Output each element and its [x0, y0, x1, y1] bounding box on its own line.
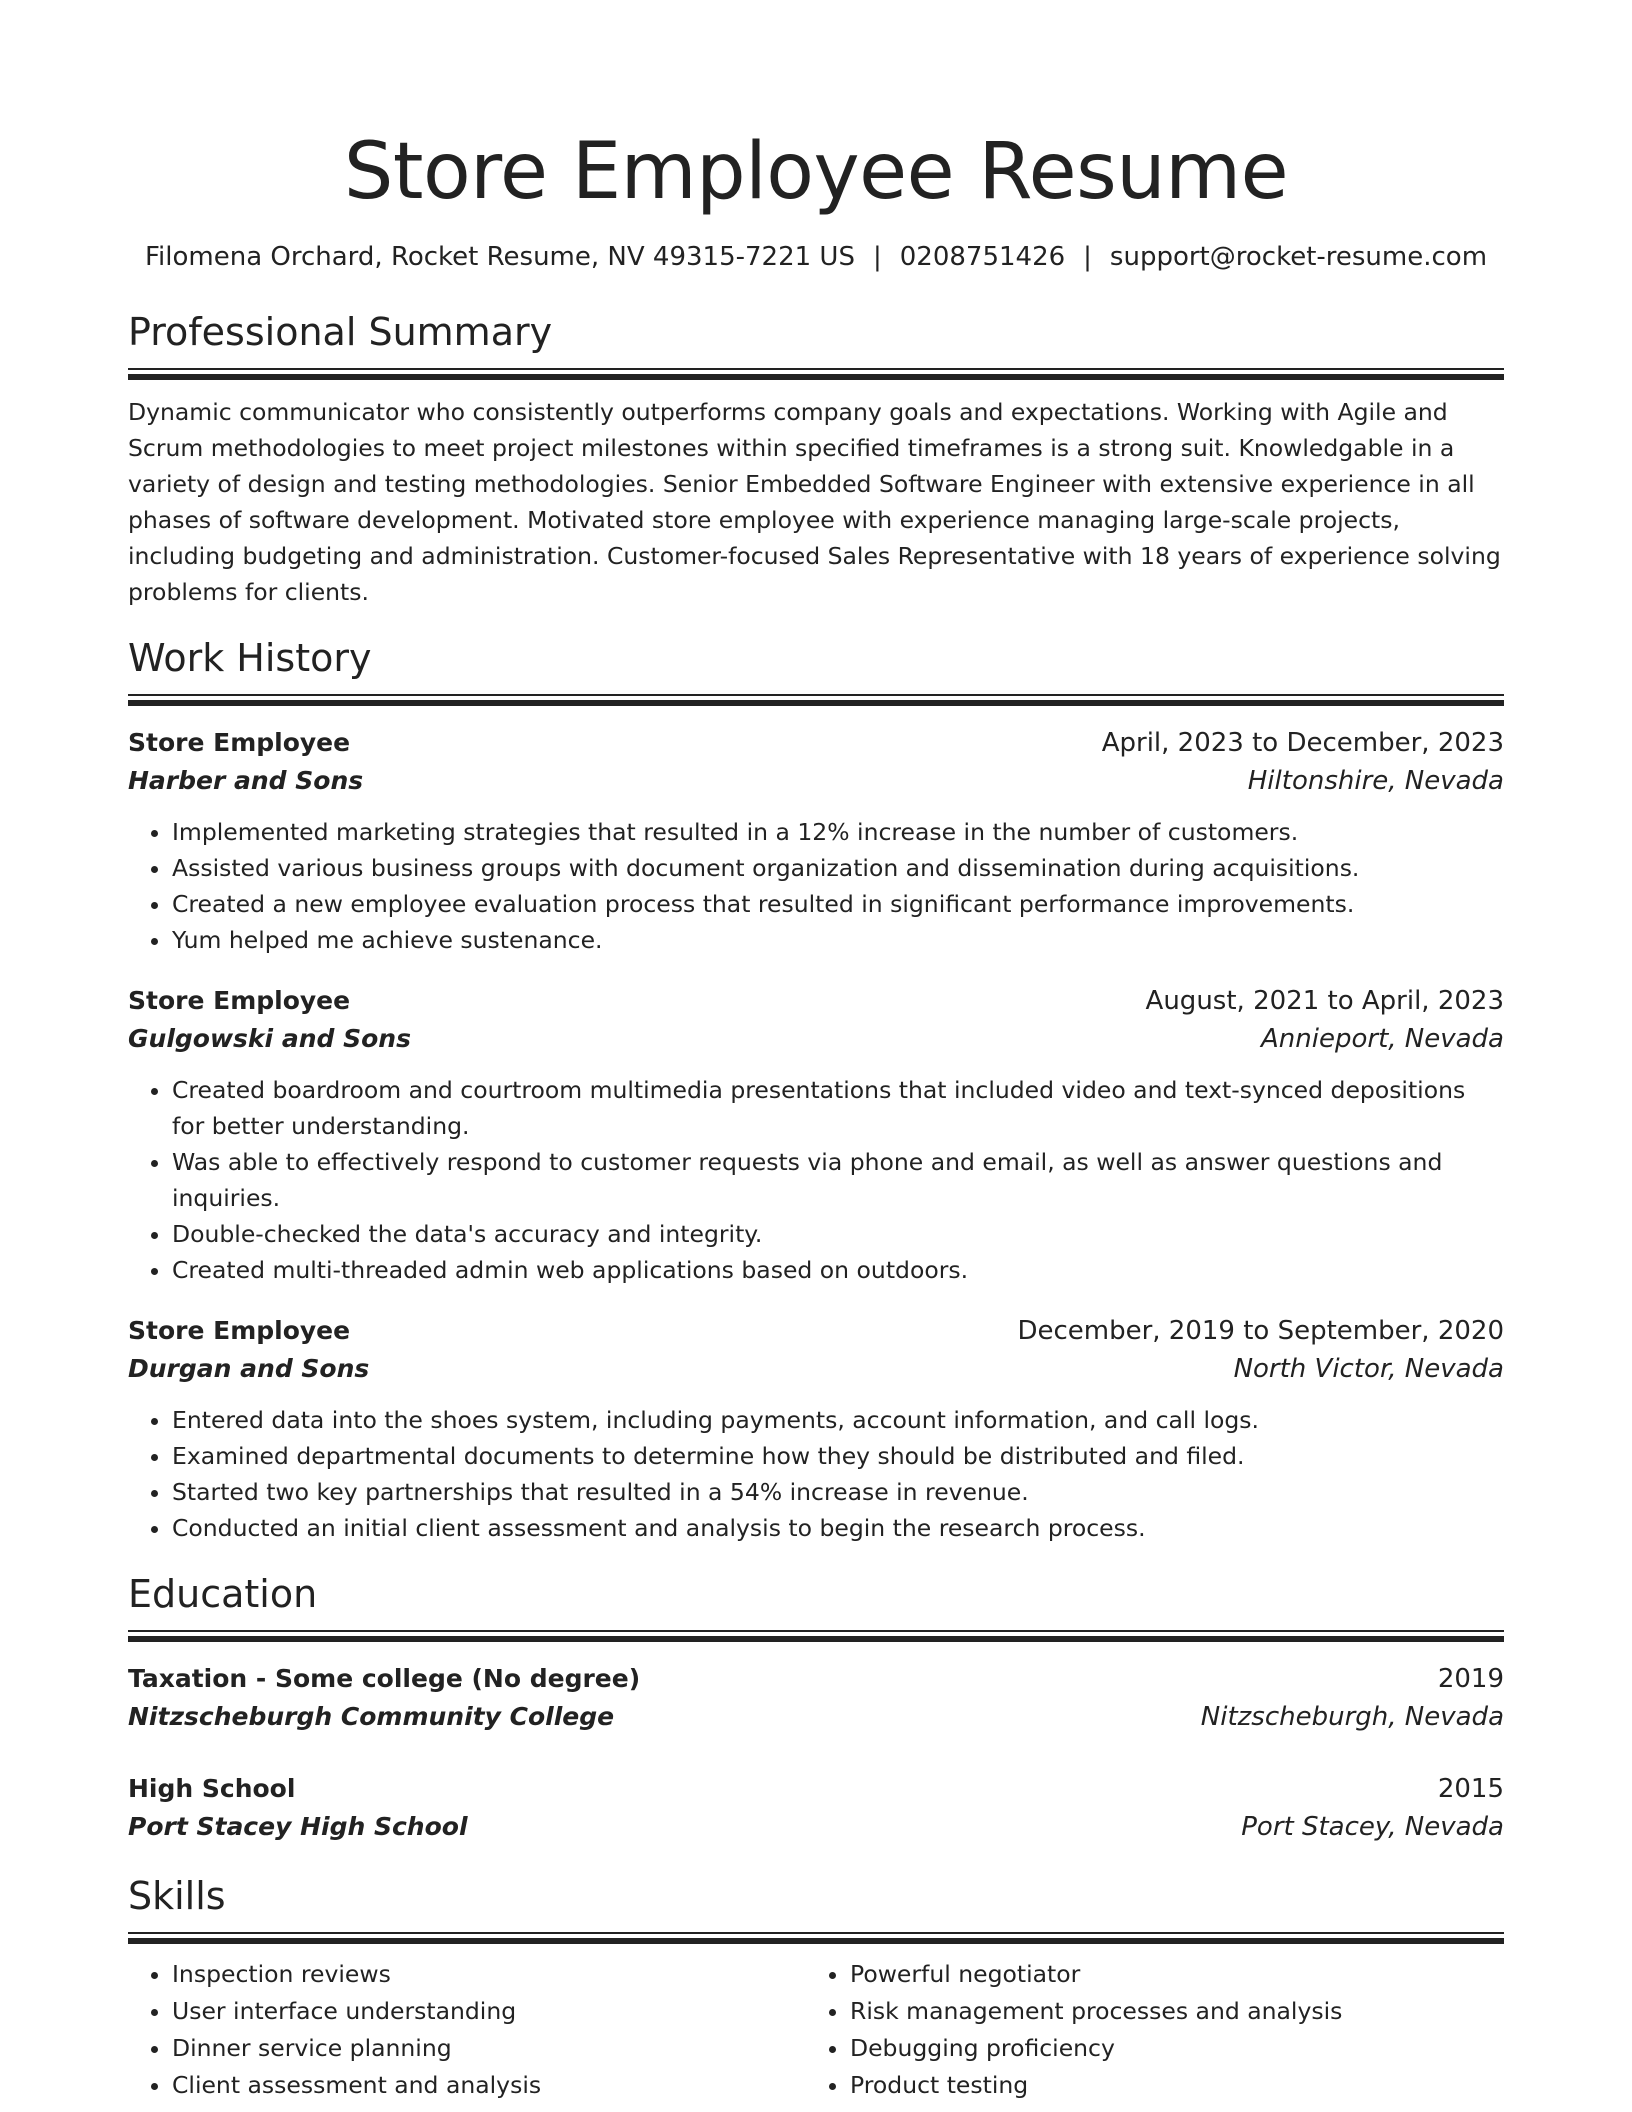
job-bullet: • Entered data into the shoes system, including payments, account information, and call logs. — [172, 1402, 1504, 1438]
job-bullet: • Created boardroom and courtroom multimedia presentations that included video and text-synced depositions for better understanding. — [172, 1072, 1504, 1144]
skill-item: • User interface understanding — [172, 1993, 806, 2030]
job-dates: August, 2021 to April, 2023 — [1145, 986, 1504, 1016]
section-divider — [128, 694, 1504, 704]
education-school: Port Stacey High School — [128, 1812, 468, 1841]
job-bullet: • Was able to effectively respond to customer requests via phone and email, as well as answer questions and inquiries. — [172, 1144, 1504, 1216]
education-degree: Taxation - Some college (No degree) — [128, 1664, 641, 1693]
skills-columns — [128, 1956, 1504, 2104]
education-location: Nitzscheburgh, Nevada — [1200, 1702, 1504, 1732]
job-bullet: • Created multi-threaded admin web applications based on outdoors. — [172, 1252, 1504, 1288]
job-bullets — [128, 814, 1504, 958]
summary-section — [128, 308, 1504, 610]
contact-email: support@rocket-resume.com — [1109, 242, 1488, 272]
work-history-section — [128, 634, 1504, 1546]
job-location: Hiltonshire, Nevada — [1247, 766, 1504, 796]
job-dates: April, 2023 to December, 2023 — [1101, 728, 1504, 758]
job-title: Store Employee — [128, 728, 351, 757]
education-header-row — [128, 1770, 1504, 1808]
job-header-row — [128, 982, 1504, 1020]
education-school-row — [128, 1698, 1504, 1736]
contact-separator: | — [872, 242, 882, 272]
job-bullet: • Implemented marketing strategies that resulted in a 12% increase in the number of customers. — [172, 814, 1504, 850]
education-school: Nitzscheburgh Community College — [128, 1702, 615, 1731]
job-company-row — [128, 1020, 1504, 1058]
contact-separator: | — [1083, 242, 1092, 272]
summary-text: Dynamic communicator who consistently outperforms company goals and expectations. Working with Agile and Scrum methodologies to meet project milestones within specified timeframes is a strong suit. Knowledgable in a variety of design and testing methodologies. Senior Embedded Software Engineer with extensive experience in all phases of software development. Motivated store employee with experience managing large-scale projects, including budgeting and administration. Customer-focused Sales Representative with 18 years of experience solving problems for clients. — [128, 398, 1501, 606]
job-bullet: • Assisted various business groups with document organization and dissemination during acquisitions. — [172, 850, 1504, 886]
job-bullet: • Double-checked the data's accuracy and integrity. — [172, 1216, 1504, 1252]
skills-list-right — [806, 1956, 1484, 2104]
skill-item: • Debugging proficiency — [850, 2030, 1484, 2067]
job-bullet: • Yum helped me achieve sustenance. — [172, 922, 1504, 958]
job-entry — [128, 982, 1504, 1288]
job-bullet: • Examined departmental documents to determine how they should be distributed and filed. — [172, 1438, 1504, 1474]
skill-item: • Powerful negotiator — [850, 1956, 1484, 1993]
education-location: Port Stacey, Nevada — [1241, 1812, 1504, 1842]
education-section — [128, 1570, 1504, 1846]
job-company: Durgan and Sons — [128, 1354, 370, 1383]
job-company: Gulgowski and Sons — [128, 1024, 411, 1053]
job-entry — [128, 1312, 1504, 1546]
job-company-row — [128, 762, 1504, 800]
job-bullet: • Created a new employee evaluation process that resulted in significant performance improvements. — [172, 886, 1504, 922]
work-history-heading: Work History — [128, 636, 372, 680]
skill-item: • Inspection reviews — [172, 1956, 806, 1993]
skill-item: • Client assessment and analysis — [172, 2067, 806, 2104]
skill-item: • Dinner service planning — [172, 2030, 806, 2067]
job-header-row — [128, 724, 1504, 762]
contact-phone: 0208751426 — [899, 242, 1066, 272]
contact-address: Filomena Orchard, Rocket Resume, NV 49315-7221 US — [144, 242, 855, 272]
education-degree: High School — [128, 1774, 296, 1803]
education-heading: Education — [128, 1572, 318, 1616]
skills-list-left — [128, 1956, 806, 2104]
education-year: 2019 — [1437, 1664, 1504, 1694]
education-header-row — [128, 1660, 1504, 1698]
section-divider — [128, 368, 1504, 378]
section-divider — [128, 1932, 1504, 1942]
job-company-row — [128, 1350, 1504, 1388]
education-school-row — [128, 1808, 1504, 1846]
job-bullets — [128, 1402, 1504, 1546]
job-title: Store Employee — [128, 1316, 351, 1345]
resume-page — [128, 0, 1504, 2104]
job-dates: December, 2019 to September, 2020 — [1017, 1316, 1504, 1346]
education-entry — [128, 1660, 1504, 1736]
job-entry — [128, 724, 1504, 958]
skill-item: • Risk management processes and analysis — [850, 1993, 1484, 2030]
job-location: Annieport, Nevada — [1261, 1024, 1504, 1054]
skill-item: • Product testing — [850, 2067, 1484, 2104]
job-title: Store Employee — [128, 986, 351, 1015]
job-bullet: • Started two key partnerships that resulted in a 54% increase in revenue. — [172, 1474, 1504, 1510]
job-bullet: • Conducted an initial client assessment and analysis to begin the research process. — [172, 1510, 1504, 1546]
job-header-row — [128, 1312, 1504, 1350]
skills-heading: Skills — [128, 1874, 226, 1918]
summary-heading: Professional Summary — [128, 310, 553, 354]
resume-title: Store Employee Resume — [343, 127, 1289, 217]
skills-section — [128, 1872, 1504, 2104]
job-company: Harber and Sons — [128, 766, 364, 795]
education-year: 2015 — [1437, 1774, 1504, 1804]
job-location: North Victor, Nevada — [1233, 1354, 1504, 1384]
contact-line — [128, 240, 1504, 274]
section-divider — [128, 1630, 1504, 1640]
job-bullets — [128, 1072, 1504, 1288]
education-entry — [128, 1770, 1504, 1846]
